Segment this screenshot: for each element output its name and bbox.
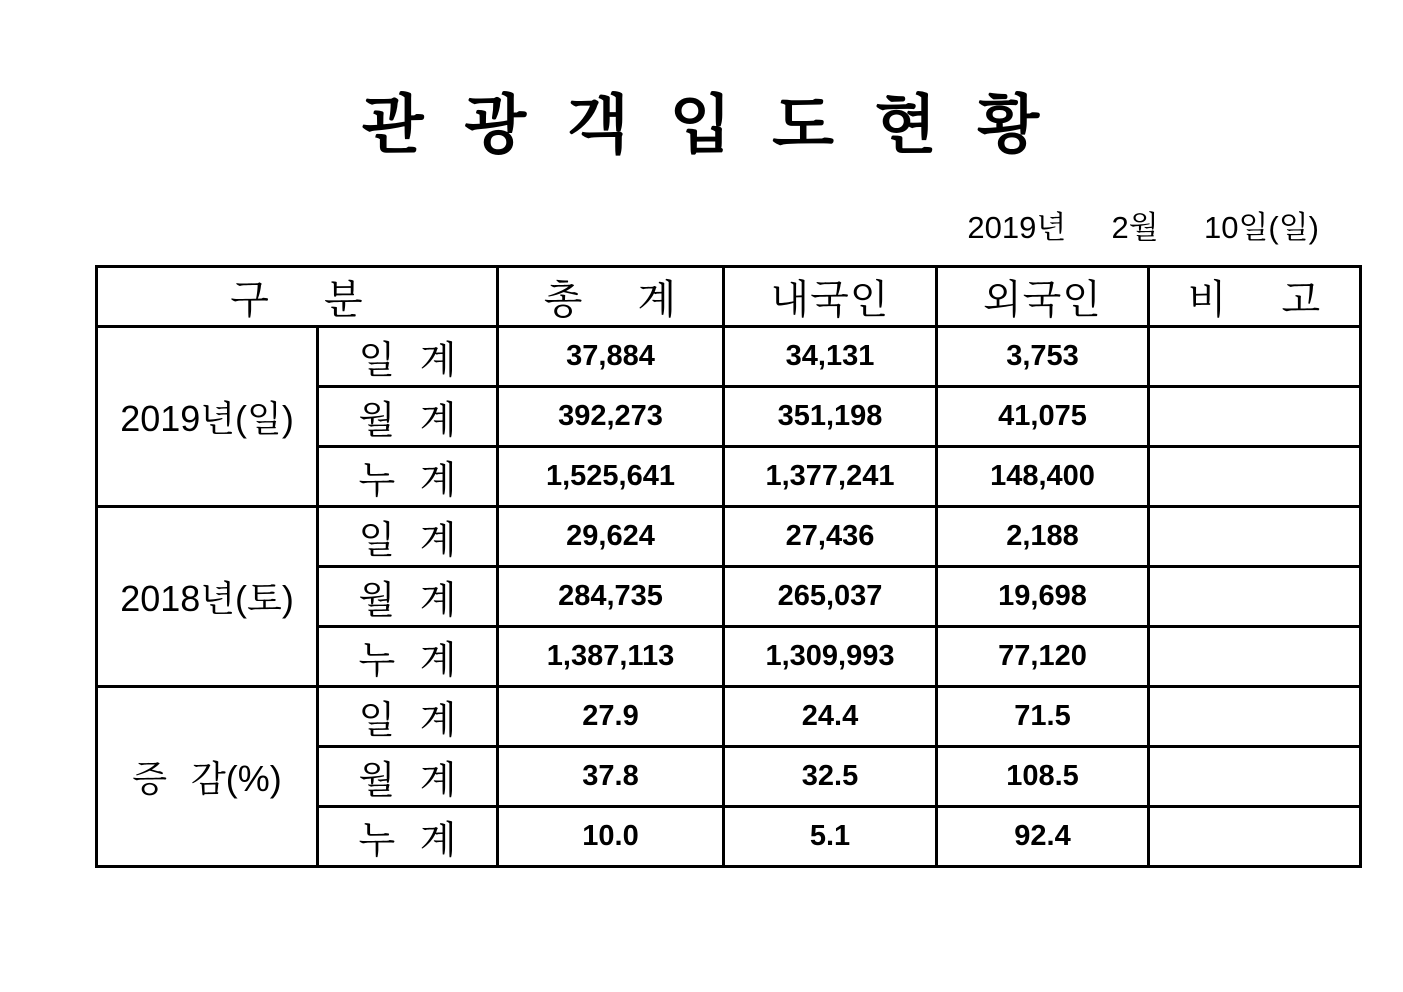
row-label-cell: 월 계 (318, 387, 498, 447)
domestic-cell: 351,198 (724, 387, 937, 447)
total-cell: 1,387,113 (498, 627, 724, 687)
table-row (97, 687, 1361, 747)
note-cell (1149, 387, 1361, 447)
row-label-cell: 일 계 (318, 687, 498, 747)
header-domestic: 내국인 (724, 267, 937, 327)
domestic-cell: 34,131 (724, 327, 937, 387)
total-cell: 1,525,641 (498, 447, 724, 507)
domestic-cell: 265,037 (724, 567, 937, 627)
foreign-cell: 108.5 (937, 747, 1149, 807)
foreign-cell: 41,075 (937, 387, 1149, 447)
foreign-cell: 3,753 (937, 327, 1149, 387)
foreign-cell: 148,400 (937, 447, 1149, 507)
foreign-cell: 92.4 (937, 807, 1149, 867)
total-cell: 29,624 (498, 507, 724, 567)
domestic-cell: 32.5 (724, 747, 937, 807)
domestic-cell: 5.1 (724, 807, 937, 867)
group-label-2018: 2018년(토) (97, 507, 318, 687)
foreign-cell: 2,188 (937, 507, 1149, 567)
total-cell: 392,273 (498, 387, 724, 447)
domestic-cell: 24.4 (724, 687, 937, 747)
note-cell (1149, 507, 1361, 567)
table-row (97, 507, 1361, 567)
foreign-cell: 19,698 (937, 567, 1149, 627)
domestic-cell: 1,309,993 (724, 627, 937, 687)
row-label-cell: 일 계 (318, 327, 498, 387)
note-cell (1149, 447, 1361, 507)
note-cell (1149, 327, 1361, 387)
header-foreign: 외국인 (937, 267, 1149, 327)
total-cell: 10.0 (498, 807, 724, 867)
group-label-change: 증 감(%) (97, 687, 318, 867)
header-row (97, 267, 1361, 327)
total-cell: 37.8 (498, 747, 724, 807)
header-total: 총 계 (498, 267, 724, 327)
foreign-cell: 71.5 (937, 687, 1149, 747)
row-label-cell: 일 계 (318, 507, 498, 567)
row-label-cell: 누 계 (318, 447, 498, 507)
note-cell (1149, 627, 1361, 687)
report-date: 2019년 2월 10일(일) (967, 210, 1319, 245)
row-label-cell: 월 계 (318, 747, 498, 807)
page-title: 관 광 객 입 도 현 황 (361, 89, 1042, 161)
note-cell (1149, 567, 1361, 627)
header-note: 비 고 (1149, 267, 1361, 327)
total-cell: 37,884 (498, 327, 724, 387)
note-cell (1149, 687, 1361, 747)
tourist-arrivals-table (95, 265, 1362, 868)
foreign-cell: 77,120 (937, 627, 1149, 687)
row-label-cell: 월 계 (318, 567, 498, 627)
group-label-2019: 2019년(일) (97, 327, 318, 507)
note-cell (1149, 807, 1361, 867)
header-category: 구 분 (97, 267, 498, 327)
row-label-cell: 누 계 (318, 627, 498, 687)
domestic-cell: 1,377,241 (724, 447, 937, 507)
total-cell: 27.9 (498, 687, 724, 747)
domestic-cell: 27,436 (724, 507, 937, 567)
note-cell (1149, 747, 1361, 807)
table-row (97, 327, 1361, 387)
total-cell: 284,735 (498, 567, 724, 627)
row-label-cell: 누 계 (318, 807, 498, 867)
